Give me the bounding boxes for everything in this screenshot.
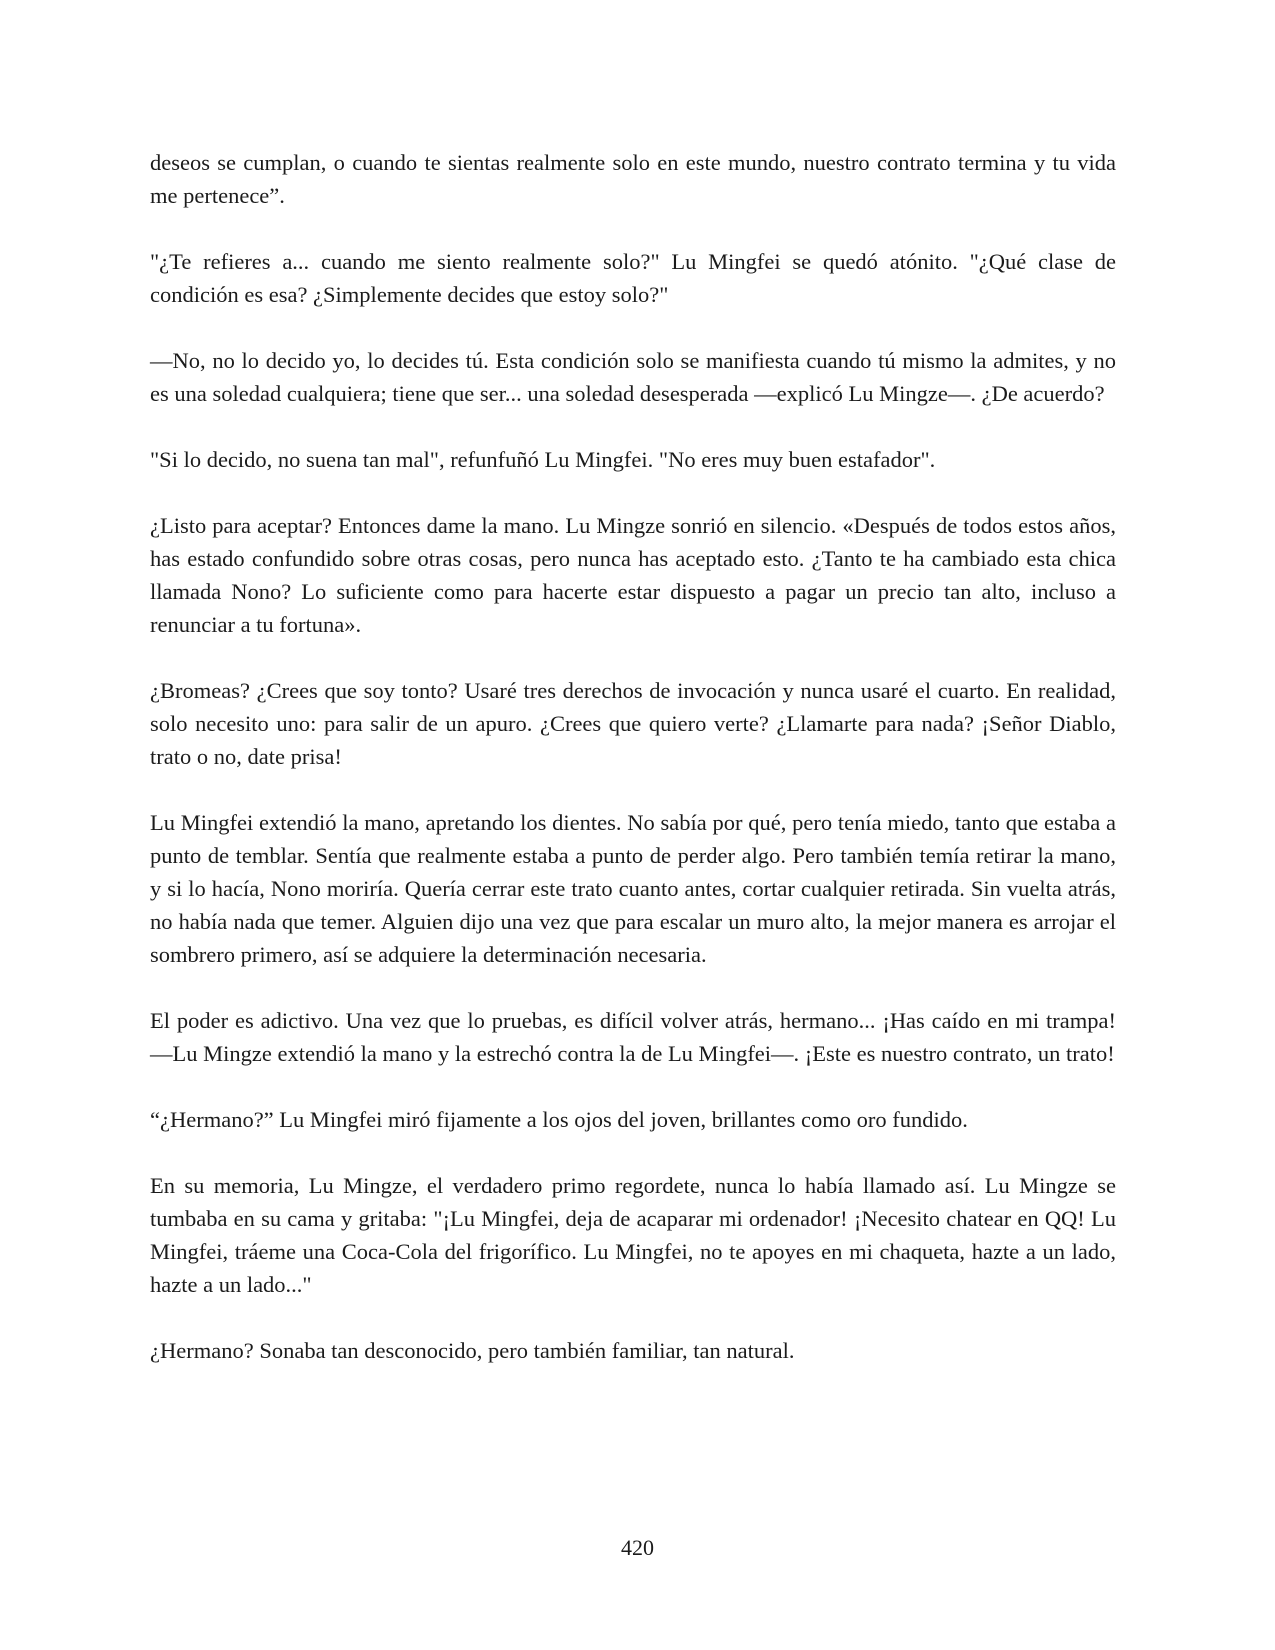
paragraph-9: “¿Hermano?” Lu Mingfei miró fijamente a los ojos del joven, brillantes como oro fundido. [150, 1107, 968, 1132]
paragraph-2: "¿Te refieres a... cuando me siento realmente solo?" Lu Mingfei se quedó atónito. "¿Qué clase de condición es esa? ¿Simplemente decides que estoy solo?" [150, 249, 1116, 307]
paragraph-11: ¿Hermano? Sonaba tan desconocido, pero también familiar, tan natural. [150, 1338, 795, 1363]
paragraph-5: ¿Listo para aceptar? Entonces dame la mano. Lu Mingze sonrió en silencio. «Después de todos estos años, has estado confundido sobre otras cosas, pero nunca has aceptado esto. ¿Tanto te ha cambiado esta chica llamada Nono? Lo suficiente como para hacerte estar dispuesto a pagar un precio tan alto, incluso a renunciar a tu fortuna». [150, 513, 1116, 637]
paragraph-1: deseos se cumplan, o cuando te sientas realmente solo en este mundo, nuestro contrato termina y tu vida me pertenece”. [150, 150, 1116, 208]
paragraph-10: En su memoria, Lu Mingze, el verdadero primo regordete, nunca lo había llamado así. Lu Mingze se tumbaba en su cama y gritaba: "¡Lu Mingfei, deja de acaparar mi ordenador! ¡Necesito chatear en QQ! Lu Mingfei, tráeme una Coca-Cola del frigorífico. Lu Mingfei, no te apoyes en mi chaqueta, hazte a un lado, hazte a un lado..." [150, 1173, 1116, 1297]
paragraph-6: ¿Bromeas? ¿Crees que soy tonto? Usaré tres derechos de invocación y nunca usaré el cuarto. En realidad, solo necesito uno: para salir de un apuro. ¿Crees que quiero verte? ¿Llamarte para nada? ¡Señor Diablo, trato o no, date prisa! [150, 678, 1116, 769]
paragraph-7: Lu Mingfei extendió la mano, apretando los dientes. No sabía por qué, pero tenía miedo, tanto que estaba a punto de temblar. Sentía que realmente estaba a punto de perder algo. Pero también temía retirar la mano, y si lo hacía, Nono moriría. Quería cerrar este trato cuanto antes, cortar cualquier retirada. Sin vuelta atrás, no había nada que temer. Alguien dijo una vez que para escalar un muro alto, la mejor manera es arrojar el sombrero primero, así se adquiere la determinación necesaria. [150, 810, 1116, 967]
page-number: 420 [621, 1535, 654, 1560]
paragraph-4: "Si lo decido, no suena tan mal", refunfuñó Lu Mingfei. "No eres muy buen estafador". [150, 447, 936, 472]
paragraph-3: —No, no lo decido yo, lo decides tú. Esta condición solo se manifiesta cuando tú mismo la admites, y no es una soledad cualquiera; tiene que ser... una soledad desesperada —explicó Lu Mingze—. ¿De acuerdo? [150, 348, 1116, 406]
body-text [150, 146, 1116, 1367]
paragraph-8: El poder es adictivo. Una vez que lo pruebas, es difícil volver atrás, hermano... ¡Has caído en mi trampa! —Lu Mingze extendió la mano y la estrechó contra la de Lu Mingfei—. ¡Este es nuestro contrato, un trato! [150, 1008, 1116, 1066]
